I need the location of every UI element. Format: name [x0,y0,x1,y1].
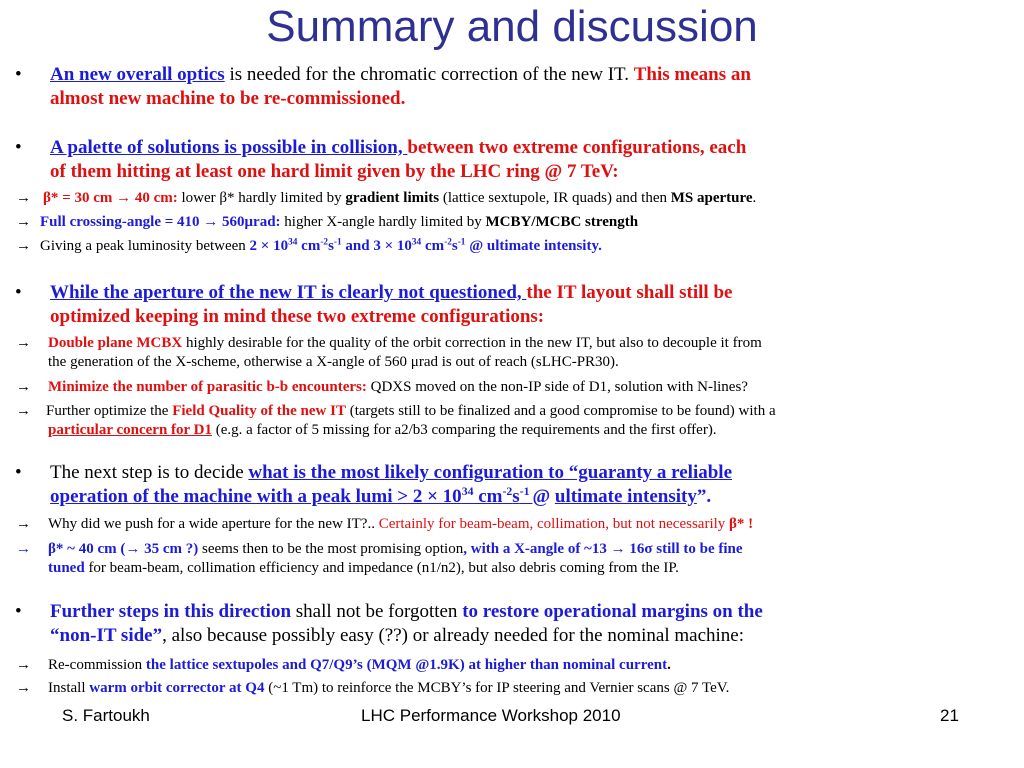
arrow-icon: → [16,379,31,395]
sub-item-peak-luminosity: → Giving a peak luminosity between $2 \times 10^{34}$ $cm^{-2}s^{-1}$ and $3 \times 10^{34}$ $cm^{-2}s^{-1}$ @ ultimate intensity. [16,237,602,254]
sub-item-crossing-angle: → Full crossing-angle = 410 → 560μrad: higher X-angle hardly limited by MCBY/MCBC strength [16,214,639,230]
arrow-icon: → [16,214,31,230]
arrow-icon: → [16,657,31,673]
footer-event: LHC Performance Workshop 2010 [361,706,621,725]
bullet-marker: • [15,64,22,85]
arrow-icon: → [16,516,31,532]
sub-item-install-corrector: → Install warm orbit corrector at Q4 (~1 Tm) to reinforce the MCBY’s for IP steering and Vernier scans @ 7 TeV. [16,680,730,696]
bullet-further-steps: • Further steps in this direction shall not be forgotten to restore operational margins on the “non-IT side”, also because possibly easy (??) or already needed for the nominal machine: [15,601,763,646]
sub-item-promising-option: → β* ~ 40 cm (→ 35 cm ?) seems then to be the most promising option, with a X-angle of ~13 → 16σ still to be fine tuned for beam-beam, collimation efficiency and impedance (n1/n2), but also debris coming from the IP. [16,541,743,576]
bullet-overall-optics: • An new overall optics is needed for the chromatic correction of the new IT. This means an almost new machine to be re-commissioned. [15,64,751,109]
bullet-marker: • [15,462,22,483]
arrow-icon: → [16,680,31,696]
arrow-icon: → [16,190,31,206]
slide-title: Summary and discussion [266,2,758,51]
bullet-next-step: • The next step is to decide what is the most likely configuration to “guaranty a reliable operation of the machine with a peak lumi > $2 \times 10^{34}$ $cm^{-2}s^{-1}$ @ ultimate intensity”. [15,462,732,507]
sub-item-parasitic-encounters: → Minimize the number of parasitic b-b encounters: QDXS moved on the non-IP side of D1, solution with N-lines? [16,379,748,395]
sub-item-beta-star: → β* = 30 cm → 40 cm: lower β* hardly limited by gradient limits (lattice sextupole, IR quads) and then MS aperture. [16,190,757,206]
bullet-palette-of-solutions: • A palette of solutions is possible in collision, between two extreme configurations, each of them hitting at least one hard limit given by the LHC ring @ 7 TeV: [15,137,747,182]
bullet-marker: • [15,601,22,622]
footer-author: S. Fartoukh [62,706,150,725]
sub-item-double-plane-mcbx: → Double plane MCBX highly desirable for the quality of the orbit correction in the new IT, but also to decouple it from the generation of the X-scheme, otherwise a X-angle of 560 μrad is out of reach (sLHC-PR30). [16,335,762,370]
bullet-it-aperture: • While the aperture of the new IT is clearly not questioned, the IT layout shall still be optimized keeping in mind these two extreme configurations: [15,282,733,327]
arrow-icon: → [16,403,31,419]
sub-item-field-quality: → Further optimize the Field Quality of the new IT (targets still to be finalized and a good compromise to be found) with a particular concern for D1 (e.g. a factor of 5 missing for a2/b3 comparing the requirements and the first offer). [16,403,776,438]
sub-item-wide-aperture: → Why did we push for a wide aperture for the new IT?.. Certainly for beam-beam, collimation, but not necessarily β* ! [16,516,754,532]
arrow-icon: → [16,541,31,557]
footer-page-number: 21 [940,706,959,725]
bullet-marker: • [15,282,22,303]
sub-item-recommission: → Re-commission the lattice sextupoles and Q7/Q9’s (MQM @1.9K) at higher than nominal current. [16,657,671,673]
bullet-marker: • [15,137,22,158]
arrow-icon: → [16,335,31,351]
arrow-icon: → [16,238,31,254]
